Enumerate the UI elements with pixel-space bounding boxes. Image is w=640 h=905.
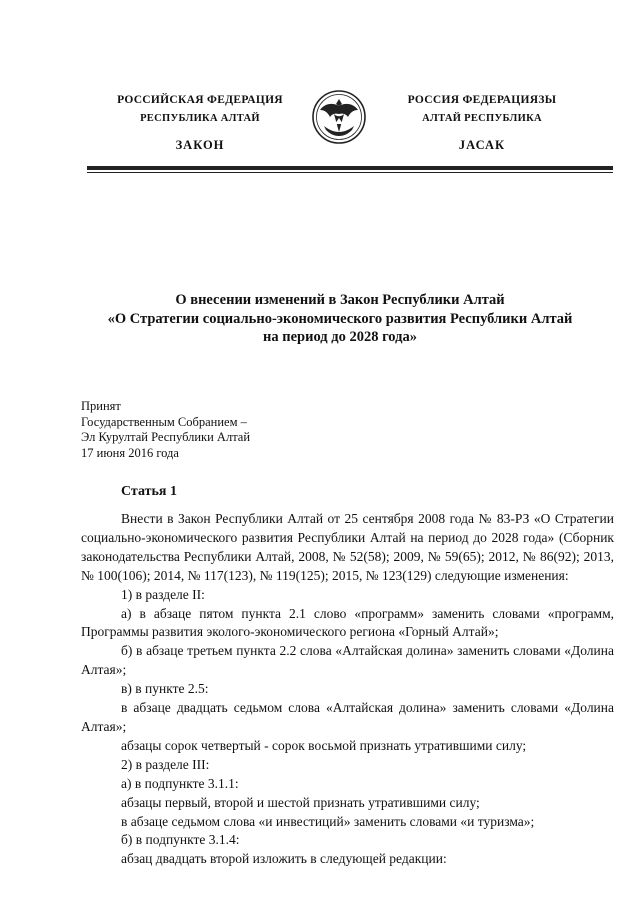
law-title-line: на период до 2028 года» xyxy=(263,329,417,345)
adoption-line: Принят xyxy=(81,399,121,413)
law-title-line: О внесении изменений в Закон Республики Алтай xyxy=(175,292,505,308)
article-paragraph: абзац двадцать второй изложить в следующей редакции: xyxy=(121,851,447,867)
article-paragraph: б) в абзаце третьем пункта 2.2 слова «Алтайская долина» заменить словами «Долина Алтая»; xyxy=(81,643,614,678)
coat-of-arms-icon xyxy=(310,86,368,148)
country-name-alt: РОССИЯ ФЕДЕРАЦИЯЗЫ xyxy=(407,94,557,106)
republic-name-ru: РЕСПУБЛИКА АЛТАЙ xyxy=(140,113,260,124)
article-paragraph: 1) в разделе II: xyxy=(121,586,205,602)
adoption-date: 17 июня 2016 года xyxy=(81,445,179,460)
country-name-ru: РОССИЙСКАЯ ФЕДЕРАЦИЯ xyxy=(117,94,283,106)
article-paragraph: абзацы сорок четвертый - сорок восьмой признать утратившими силу; xyxy=(121,737,527,753)
header-divider-thick xyxy=(87,166,613,170)
article-paragraph: а) в абзаце пятом пункта 2.1 слово «программ» заменить словами «программ, Программы развития эколого-экономического региона «Горный Алтай»; xyxy=(81,605,614,640)
article-paragraph: 2) в разделе III: xyxy=(121,756,210,772)
adoption-line: Эл Курултай Республики Алтай xyxy=(81,430,251,444)
letterhead-right xyxy=(382,93,582,153)
law-title xyxy=(60,291,620,347)
doc-type-ru: ЗАКОН xyxy=(175,138,225,152)
article-paragraph: в абзаце седьмом слова «и инвестиций» заменить словами «и туризма»; xyxy=(121,813,535,829)
article-paragraph: б) в подпункте 3.1.4: xyxy=(121,832,240,848)
adoption-line: Государственным Собранием – xyxy=(81,414,247,429)
article-paragraph: в) в пункте 2.5: xyxy=(121,681,209,697)
article-title: Статья 1 xyxy=(121,484,177,499)
adoption-block xyxy=(81,399,381,461)
article-paragraph: в абзаце двадцать седьмом слова «Алтайская долина» заменить словами «Долина Алтая»; xyxy=(81,700,614,734)
republic-name-alt: АЛТАЙ РЕСПУБЛИКА xyxy=(422,113,542,124)
article-paragraph: а) в подпункте 3.1.1: xyxy=(121,775,239,791)
article-paragraph: Внести в Закон Республики Алтай от 25 сентября 2008 года № 83-РЗ «О Стратегии социально-экономического развития Республики Алтай на период до 2028 года» (Сборник законодательства Республики Алтай, 2008, № 52(58); 2009, № 59(65); 2012, № 86(92); 2013, № 100(106); 2014, № 117(123), № 119(125); 2015, № 123(129) следующие изменения: xyxy=(81,511,614,583)
letterhead-left xyxy=(100,93,300,153)
article-paragraph: абзацы первый, второй и шестой признать утратившими силу; xyxy=(121,794,480,810)
doc-type-alt: JАСАК xyxy=(458,138,506,152)
law-title-line: «О Стратегии социально-экономического развития Республики Алтай xyxy=(107,310,573,327)
article-body xyxy=(81,510,614,869)
header-divider-thin xyxy=(87,172,613,173)
